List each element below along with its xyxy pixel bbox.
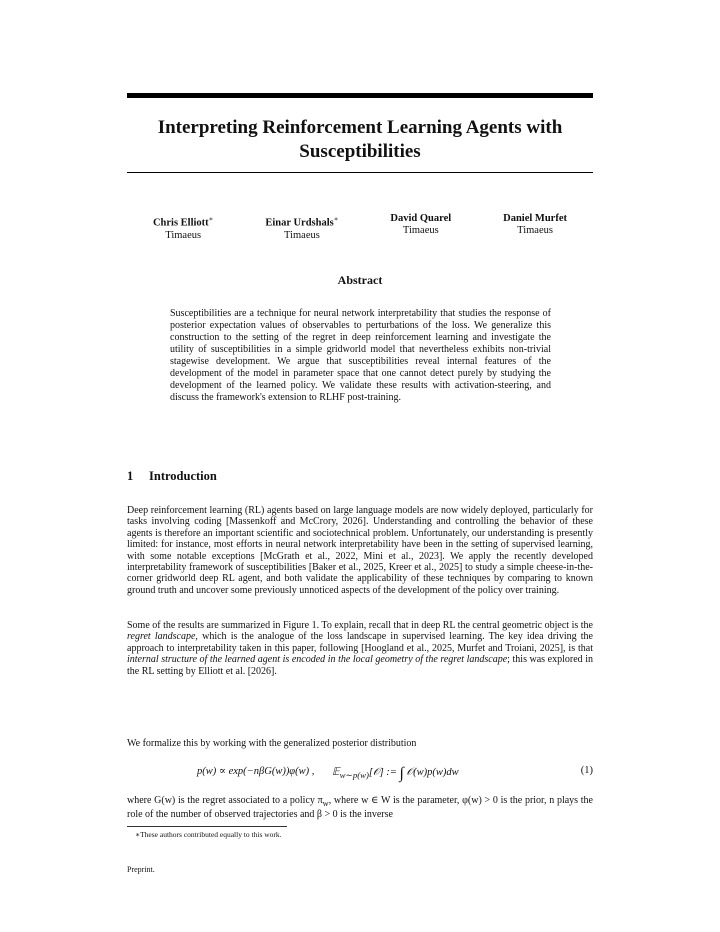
intro-paragraph-4: where G(w) is the regret associated to a policy $\pi_w$, where w ∈ W is the parameter, φ(w) > 0 is the prior, n plays the role of the number of observed trajectories and β > 0 is the inverse <box>127 795 593 821</box>
author-name: Einar Urdshals <box>265 217 334 229</box>
equation-number: (1) <box>580 765 593 776</box>
intro-paragraph-3: We formalize this by working with the generalized posterior distribution <box>127 738 417 749</box>
arxiv-watermark <box>20 262 52 640</box>
author-name: Chris Elliott <box>152 217 209 229</box>
author-name: Daniel Murfet <box>503 213 567 224</box>
emphasis: regret landscape <box>127 631 196 643</box>
abstract-heading: Abstract <box>337 273 383 287</box>
author-affiliation: Timaeus <box>517 225 553 236</box>
author <box>265 213 338 242</box>
footnote: ∗These authors contributed equally to this work. <box>135 830 282 839</box>
author <box>390 213 451 242</box>
equal-contribution-mark: ∗ <box>208 215 214 223</box>
section-heading <box>127 469 217 484</box>
title-top-rule <box>127 93 593 98</box>
section-title: Introduction <box>149 469 217 483</box>
author-affiliation: Timaeus <box>165 229 202 241</box>
footnote-rule <box>127 826 287 827</box>
equation-1 <box>127 763 593 781</box>
author <box>153 213 213 242</box>
author-affiliation: Timaeus <box>284 229 320 241</box>
abstract-text: Susceptibilities are a technique for neural network interpretability that studies the response of posterior expectation values of observables to perturbations of the loss. We generalize this construction to the setting of the regret in deep reinforcement learning and investigate the utility of susceptibilities in a simple gridworld model that nevertheless exhibits non-trivial stagewise development. We argue that susceptibilities reveal internal features of the development of the model in parameter space that one cannot detect purely by studying the development of the learned policy. We validate these results with activation-steering, and discuss the framework's extension to RLHF post-training. <box>170 308 551 403</box>
equal-contribution-mark: ∗ <box>333 215 339 223</box>
intro-paragraph-2: Some of the results are summarized in Figure 1. To explain, recall that in deep RL the central geometric object is the regret landscape, which is the analogue of the loss landscape in supervised learning. The key idea driving the approach to interpretability taken in this paper, following [Hoogland et al., 2025, Murfet and Troiani, 2025], is that internal structure of the learned agent is encoded in the local geometry of the regret landscape; this was explored in the RL setting by Elliott et al. [2026]. <box>127 620 593 677</box>
author-name: David Quarel <box>390 213 452 224</box>
author <box>503 213 567 242</box>
emphasis: internal structure of the learned agent is encoded in the local geometry of the regret landscape <box>127 654 508 666</box>
author-affiliation: Timaeus <box>402 225 439 236</box>
section-number: 1 <box>127 469 134 483</box>
title-bottom-rule <box>127 172 593 173</box>
expectation-formula: 𝔼$_{w\sim p(w)}$[𝒪] := ∫ 𝒪(w)p(w)dw <box>332 765 459 782</box>
intro-paragraph-1: Deep reinforcement learning (RL) agents based on large language models are now widely deployed, particularly for tasks involving coding [Massenkoff and McCrory, 2026]. Understanding and controlling the behavior of these agents is therefore an important scientific and sociotechnical problem. Unfortunately, our understanding is presently limited: for instance, most efforts in neural network interpretability have been in the setting of supervised learning, with some notable exceptions [McGrath et al., 2022, Mini et al., 2023]. We apply the recently developed interpretability framework of susceptibilities [Baker et al., 2025, Kreer et al., 2025] to study a simple cheese-in-the-corner gridworld deep RL agent, and both validate the applicability of these techniques by comparing to known ground truth and uncover some previously unnoticed aspects of the development of the policy over training. <box>127 505 593 596</box>
posterior-formula: p(w) ∝ exp(−nβG(w))φ(w) , <box>197 766 315 777</box>
author-list <box>127 213 593 242</box>
paper-title: Interpreting Reinforcement Learning Agents with Susceptibilities <box>157 117 563 162</box>
preprint-label: Preprint. <box>127 865 155 874</box>
